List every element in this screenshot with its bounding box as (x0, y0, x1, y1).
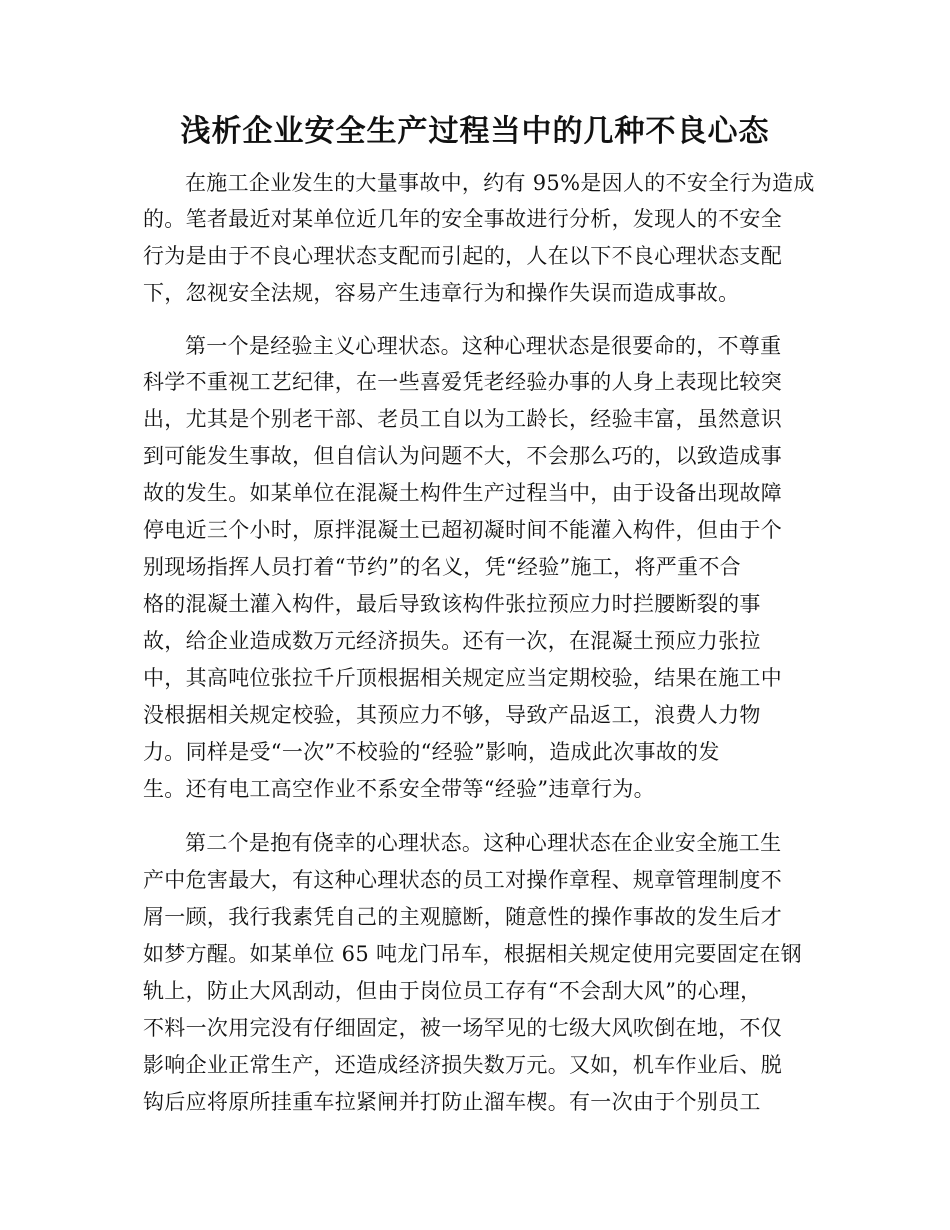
paragraph-1-line-4: 下，忽视安全法规，容易产生违章行为和操作失误而造成事故。 (143, 281, 740, 305)
paragraph-3-line-2: 产中危害最大，有这种心理状态的员工对操作章程、规章管理制度不 (143, 868, 782, 892)
paragraph-2-line-2: 科学不重视工艺纪律，在一些喜爱凭老经验办事的人身上表现比较突 (143, 370, 782, 394)
paragraph-2-line-12: 力。同样是受“一次”不校验的“经验”影响，造成此次事故的发 (143, 740, 720, 764)
paragraph-1-line-3: 行为是由于不良心理状态支配而引起的，人在以下不良心理状态支配 (143, 244, 782, 268)
paragraph-2-line-11: 没根据相关规定校验，其预应力不够，导致产品返工，浪费人力物 (143, 703, 761, 727)
paragraph-3-line-5: 轨上，防止大风刮动，但由于岗位员工存有“不会刮大风”的心理， (143, 979, 762, 1003)
paragraph-2-line-6: 停电近三个小时，原拌混凝土已超初凝时间不能灌入构件，但由于个 (143, 518, 782, 542)
paragraph-2-line-3: 出，尤其是个别老干部、老员工自以为工龄长，经验丰富，虽然意识 (143, 407, 782, 431)
paragraph-3-line-8: 钩后应将原所挂重车拉紧闸并打防止溜车楔。有一次由于个别员工 (143, 1090, 761, 1114)
paragraph-1-line-1: 在施工企业发生的大量事故中，约有 95%是因人的不安全行为造成 (185, 171, 815, 195)
paragraph-2-line-9: 故，给企业造成数万元经济损失。还有一次，在混凝土预应力张拉 (143, 629, 761, 653)
paragraph-2-line-7: 别现场指挥人员打着“节约”的名义，凭“经验”施工，将严重不合 (143, 555, 741, 579)
paragraph-2-line-4: 到可能发生事故，但自信认为问题不大，不会那么巧的，以致造成事 (143, 444, 782, 468)
paragraph-3-line-1: 第二个是抱有侥幸的心理状态。这种心理状态在企业安全施工生 (185, 831, 782, 855)
paragraph-2-line-5: 故的发生。如某单位在混凝土构件生产过程当中，由于设备出现故障 (143, 481, 782, 505)
paragraph-2-line-1: 第一个是经验主义心理状态。这种心理状态是很要命的，不尊重 (185, 334, 782, 358)
paragraph-2-line-8: 格的混凝土灌入构件，最后导致该构件张拉预应力时拦腰断裂的事 (143, 592, 761, 616)
paragraph-2-line-13: 生。还有电工高空作业不系安全带等“经验”违章行为。 (143, 777, 655, 801)
paragraph-3-line-6: 不料一次用完没有仔细固定，被一场罕见的七级大风吹倒在地，不仅 (143, 1016, 782, 1040)
paragraph-2-line-10: 中，其高吨位张拉千斤顶根据相关规定应当定期校验，结果在施工中 (143, 666, 782, 690)
paragraph-1-line-2: 的。笔者最近对某单位近几年的安全事故进行分析，发现人的不安全 (143, 207, 782, 231)
paragraph-3-line-3: 屑一顾，我行我素凭自己的主观臆断，随意性的操作事故的发生后才 (143, 905, 782, 929)
document-title: 浅析企业安全生产过程当中的几种不良心态 (180, 114, 770, 149)
paragraph-3-line-4: 如梦方醒。如某单位 65 吨龙门吊车，根据相关规定使用完要固定在钢 (143, 942, 802, 966)
paragraph-3-line-7: 影响企业正常生产，还造成经济损失数万元。又如，机车作业后、脱 (143, 1053, 782, 1077)
